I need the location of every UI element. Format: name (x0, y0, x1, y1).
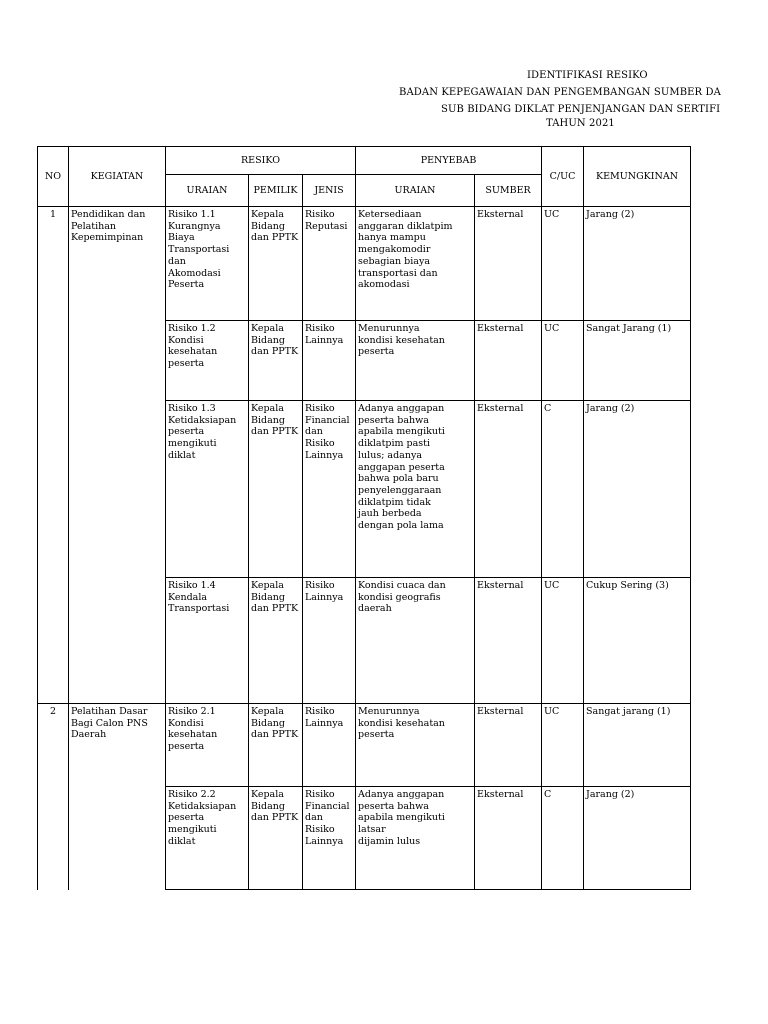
risk-owner: Kepala Bidang dan PPTK (249, 578, 303, 704)
c-uc-value: C (542, 401, 584, 578)
risk-description: Risiko 2.1 Kondisi kesehatan peserta (166, 704, 249, 787)
likelihood-value: Jarang (2) (584, 787, 691, 890)
risk-type: Risiko Financial dan Risiko Lainnya (303, 401, 356, 578)
doc-title: IDENTIFIKASI RESIKO (527, 70, 648, 81)
c-uc-value: UC (542, 578, 584, 704)
row-number: 2 (38, 704, 69, 890)
header-kemungkinan: KEMUNGKINAN (584, 147, 691, 207)
cause-description: Kondisi cuaca dan kondisi geografis daerah (356, 578, 475, 704)
kegiatan-cell: Pelatihan Dasar Bagi Calon PNS Daerah (69, 704, 166, 890)
risk-owner: Kepala Bidang dan PPTK (249, 704, 303, 787)
cause-description: Menurunnya kondisi kesehatan peserta (356, 704, 475, 787)
header-row-top (38, 147, 691, 175)
risk-type: Risiko Lainnya (303, 578, 356, 704)
risk-owner: Kepala Bidang dan PPTK (249, 401, 303, 578)
risk-owner: Kepala Bidang dan PPTK (249, 321, 303, 401)
risk-identification-table (37, 146, 691, 890)
risk-description: Risiko 2.2 Ketidaksiapan peserta mengikuti diklat (166, 787, 249, 890)
risk-type: Risiko Lainnya (303, 704, 356, 787)
cause-description: Adanya anggapan peserta bahwa apabila mengikuti latsar dijamin lulus (356, 787, 475, 890)
header-penyebab: PENYEBAB (356, 147, 542, 175)
risk-owner: Kepala Bidang dan PPTK (249, 207, 303, 321)
c-uc-value: UC (542, 704, 584, 787)
header-resiko-pemilik: PEMILIK (249, 175, 303, 207)
likelihood-value: Jarang (2) (584, 207, 691, 321)
table-row (38, 207, 691, 321)
cause-description: Adanya anggapan peserta bahwa apabila mengikuti diklatpim pasti lulus; adanya anggapan peserta bahwa pola baru penyelenggaraan diklatpim tidak jauh berbeda dengan pola lama (356, 401, 475, 578)
header-resiko-jenis: JENIS (303, 175, 356, 207)
header-resiko-uraian: URAIAN (166, 175, 249, 207)
cause-source: Eksternal (475, 207, 542, 321)
cause-description: Menurunnya kondisi kesehatan peserta (356, 321, 475, 401)
risk-type: Risiko Financial dan Risiko Lainnya (303, 787, 356, 890)
likelihood-value: Jarang (2) (584, 401, 691, 578)
c-uc-value: UC (542, 207, 584, 321)
risk-type: Risiko Reputasi (303, 207, 356, 321)
cause-description: Ketersediaan anggaran diklatpim hanya mampu mengakomodir sebagian biaya transportasi dan akomodasi (356, 207, 475, 321)
risk-description: Risiko 1.3 Ketidaksiapan peserta mengikuti diklat (166, 401, 249, 578)
header-c-uc: C/UC (542, 147, 584, 207)
risk-description: Risiko 1.4 Kendala Transportasi (166, 578, 249, 704)
risk-description: Risiko 1.2 Kondisi kesehatan peserta (166, 321, 249, 401)
risk-type: Risiko Lainnya (303, 321, 356, 401)
doc-agency: BADAN KEPEGAWAIAN DAN PENGEMBANGAN SUMBER DA (399, 87, 721, 98)
cause-source: Eksternal (475, 704, 542, 787)
header-penyebab-uraian: URAIAN (356, 175, 475, 207)
c-uc-value: UC (542, 321, 584, 401)
cause-source: Eksternal (475, 321, 542, 401)
risk-description: Risiko 1.1 Kurangnya Biaya Transportasi dan Akomodasi Peserta (166, 207, 249, 321)
header-penyebab-sumber: SUMBER (475, 175, 542, 207)
c-uc-value: C (542, 787, 584, 890)
risk-owner: Kepala Bidang dan PPTK (249, 787, 303, 890)
header-no: NO (38, 147, 69, 207)
document-title-block (0, 0, 768, 140)
likelihood-value: Sangat jarang (1) (584, 704, 691, 787)
kegiatan-cell: Pendidikan dan Pelatihan Kepemimpinan (69, 207, 166, 704)
doc-year: TAHUN 2021 (546, 118, 615, 129)
header-kegiatan: KEGIATAN (69, 147, 166, 207)
cause-source: Eksternal (475, 787, 542, 890)
doc-subdivision: SUB BIDANG DIKLAT PENJENJANGAN DAN SERTIFI (441, 104, 721, 115)
row-number: 1 (38, 207, 69, 704)
table-row (38, 704, 691, 787)
cause-source: Eksternal (475, 401, 542, 578)
header-resiko: RESIKO (166, 147, 356, 175)
likelihood-value: Cukup Sering (3) (584, 578, 691, 704)
likelihood-value: Sangat Jarang (1) (584, 321, 691, 401)
cause-source: Eksternal (475, 578, 542, 704)
